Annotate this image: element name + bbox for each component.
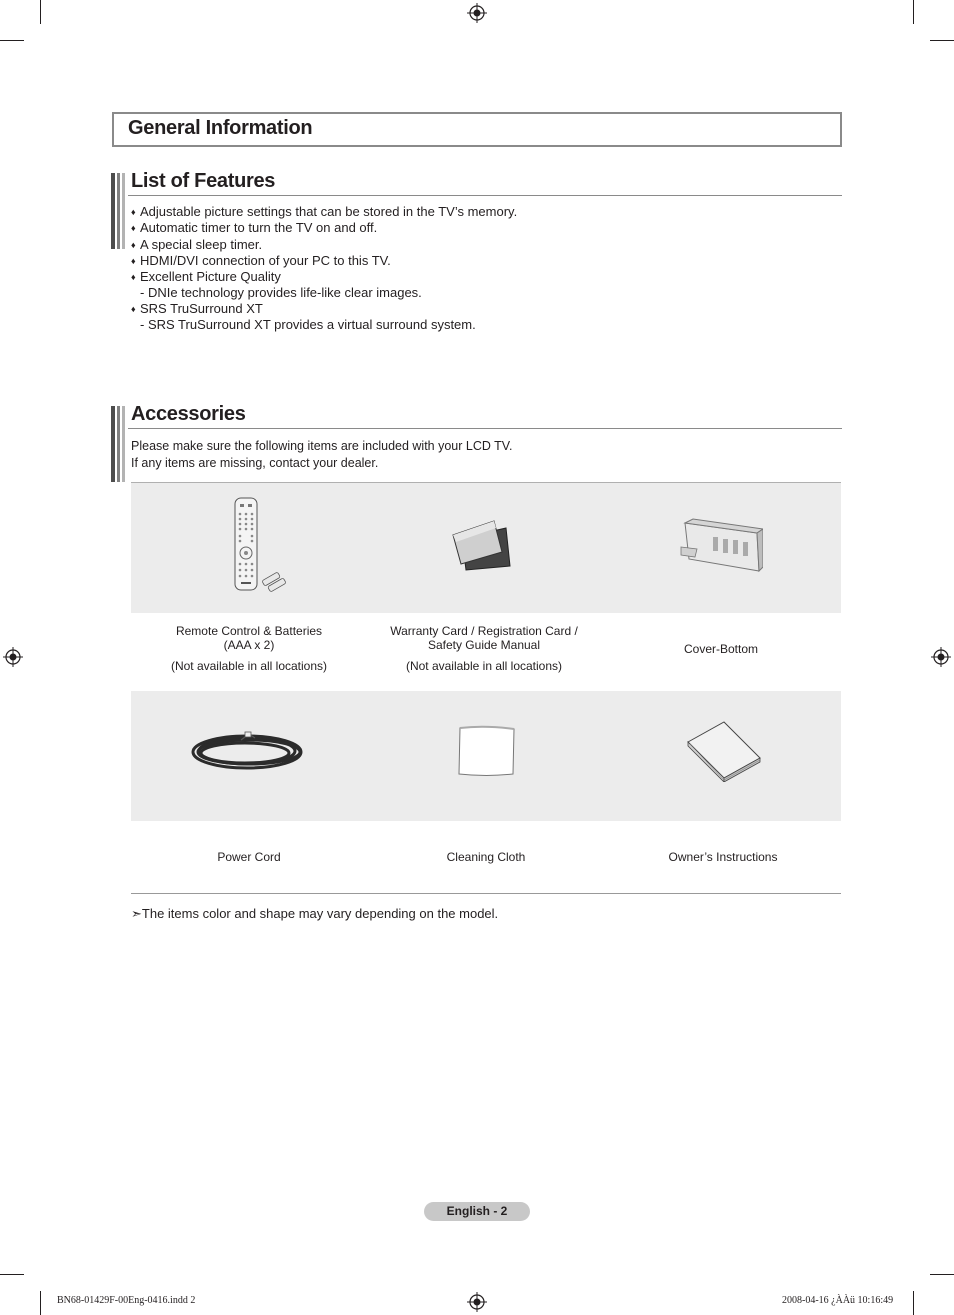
list-subitem: - DNIe technology provides life-like clear images. xyxy=(140,285,422,301)
diamond-bullet-icon: ♦ xyxy=(131,207,136,217)
accessory-caption: Cover-Bottom xyxy=(683,642,759,656)
power-cord-icon xyxy=(189,730,307,774)
list-item: ♦ Excellent Picture Quality xyxy=(131,269,281,285)
accessory-caption: Power Cord xyxy=(217,850,281,864)
crop-mark xyxy=(40,0,41,24)
page-number-badge: English - 2 xyxy=(424,1202,530,1221)
warranty-cards-icon xyxy=(450,518,516,574)
cover-bottom-icon xyxy=(679,515,763,577)
registration-mark-icon xyxy=(467,1292,487,1312)
list-item: ♦ HDMI/DVI connection of your PC to this TV. xyxy=(131,252,391,268)
registration-mark-icon xyxy=(467,3,487,23)
list-item: ♦ A special sleep timer. xyxy=(131,236,263,252)
features-list xyxy=(131,204,517,332)
crop-mark xyxy=(930,1274,954,1275)
diamond-bullet-icon: ♦ xyxy=(131,223,136,234)
features-title: List of Features xyxy=(131,170,276,192)
print-slug-left: BN68-01429F-00Eng-0416.indd 2 xyxy=(57,1295,196,1306)
cleaning-cloth-icon xyxy=(455,724,519,780)
accessory-caption: Remote Control & Batteries (AAA x 2) (Not available in all locations) xyxy=(170,624,328,673)
list-item: ♦ Automatic timer to turn the TV on and off. xyxy=(131,220,378,236)
owners-instructions-icon xyxy=(684,718,764,782)
chapter-title: General Information xyxy=(128,117,313,139)
accessories-intro: Please make sure the following items are included with your LCD TV. If any items are missing, contact your dealer. xyxy=(131,439,513,470)
registration-mark-icon xyxy=(3,647,23,667)
remote-control-icon xyxy=(226,496,288,594)
crop-mark xyxy=(0,40,24,41)
list-item: ♦ Adjustable picture settings that can be stored in the TV’s memory. xyxy=(131,204,518,219)
registration-mark-icon xyxy=(931,647,951,667)
print-slug-right: 2008-04-16 ¿ÀÀü 10:16:49 xyxy=(782,1295,894,1306)
crop-mark xyxy=(913,0,914,24)
accessories-title: Accessories xyxy=(131,403,246,425)
table-bottom-rule xyxy=(131,893,841,894)
section-divider xyxy=(128,195,842,196)
diamond-bullet-icon: ♦ xyxy=(131,255,136,266)
diamond-bullet-icon: ♦ xyxy=(131,239,136,250)
diamond-bullet-icon: ♦ xyxy=(131,303,136,314)
note-text: ➣The items color and shape may vary depending on the model. xyxy=(131,906,499,921)
section-marker xyxy=(111,173,125,249)
list-subitem: - SRS TruSurround XT provides a virtual surround system. xyxy=(140,317,476,333)
accessory-caption: Owner’s Instructions xyxy=(668,850,778,864)
crop-mark xyxy=(40,1291,41,1315)
accessory-caption: Warranty Card / Registration Card / Safety Guide Manual (Not available in all locations) xyxy=(390,624,578,673)
crop-mark xyxy=(913,1291,914,1315)
crop-mark xyxy=(930,40,954,41)
diamond-bullet-icon: ♦ xyxy=(131,272,136,283)
list-item: ♦ SRS TruSurround XT xyxy=(131,300,263,316)
accessory-caption: Cleaning Cloth xyxy=(446,850,526,864)
crop-mark xyxy=(0,1274,24,1275)
section-divider xyxy=(128,428,842,429)
section-marker xyxy=(111,406,125,482)
